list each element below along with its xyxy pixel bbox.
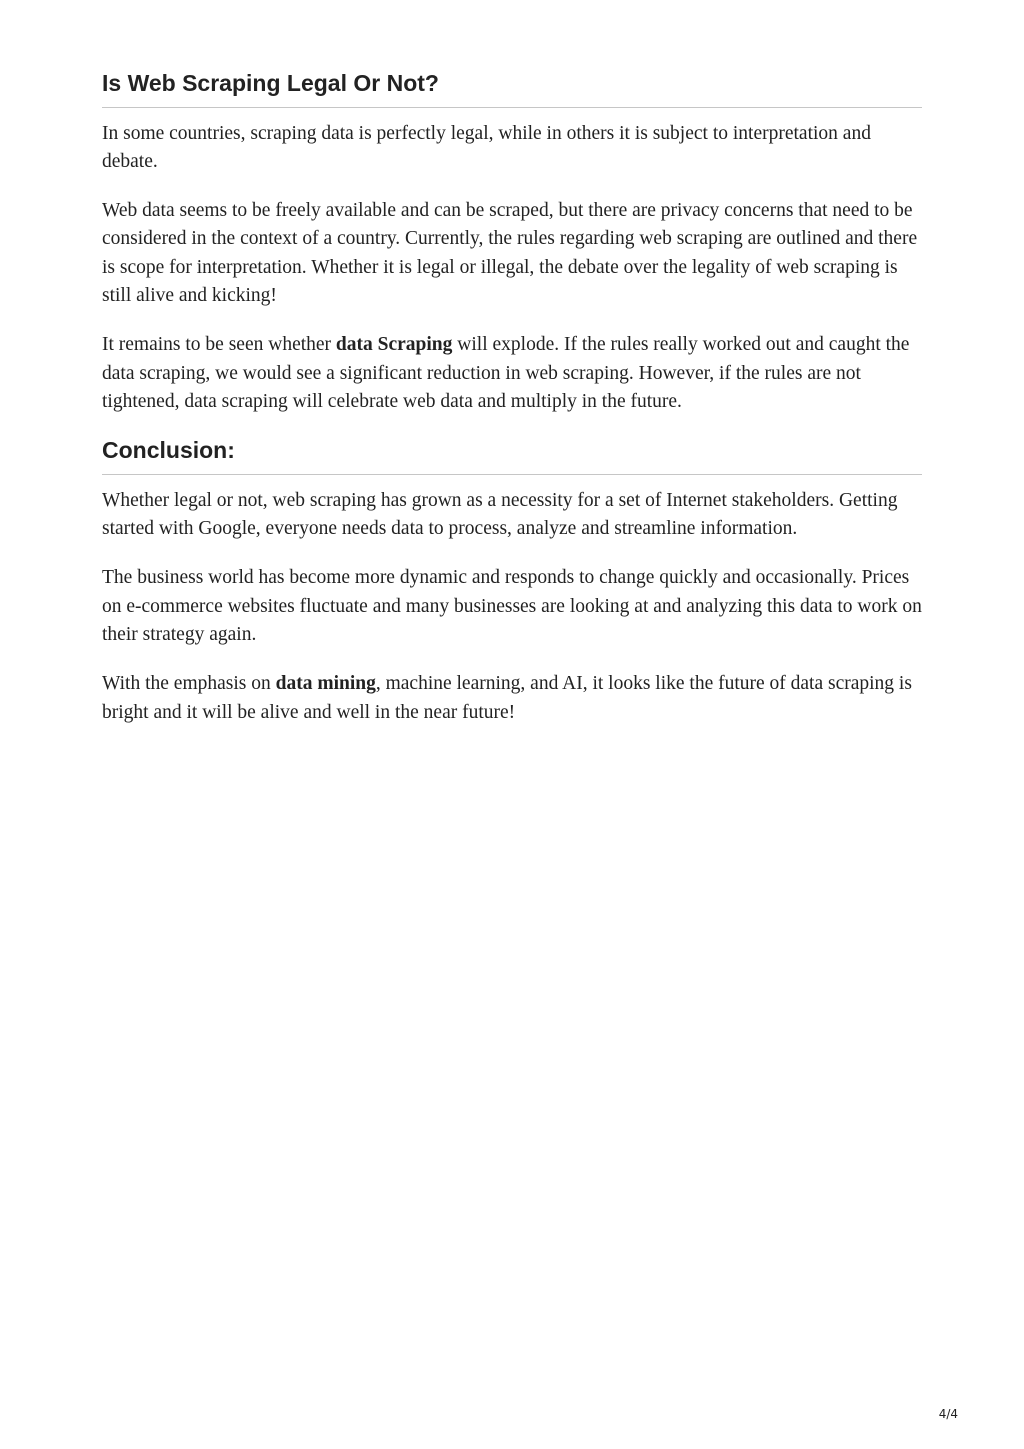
paragraph-legality-2: Web data seems to be freely available and can be scraped, but there are privacy concerns that need to be considered in the context of a country. Currently, the rules regarding web scraping are outlined and there is scope for interpretation. Whether it is legal or illegal, the debate over the legality of web scraping is still alive and kicking!	[102, 200, 918, 307]
section-heading-conclusion: Conclusion:	[102, 437, 922, 475]
page-number: 4/4	[938, 1407, 958, 1421]
paragraph-legality-1: In some countries, scraping data is perfectly legal, while in others it is subject to interpretation and debate.	[102, 122, 871, 172]
paragraph-conclusion-3	[102, 670, 922, 727]
section-conclusion	[102, 437, 922, 727]
paragraph-conclusion-2: The business world has become more dynamic and responds to change quickly and occasionally. Prices on e-commerce websites fluctuate and many businesses are looking at and analyzing this data to work on their strategy again.	[102, 567, 922, 646]
bold-term-data-mining: data mining	[275, 673, 376, 695]
paragraph-legality-3	[102, 331, 922, 416]
paragraph-conclusion-1: Whether legal or not, web scraping has grown as a necessity for a set of Internet stakeholders. Getting started with Google, everyone needs data to process, analyze and streamline information.	[102, 489, 898, 540]
paragraph-text: , machine learning, and AI, it looks like the future of data scraping is bright and it will be alive and well in the near future!	[102, 673, 912, 723]
document-content	[102, 70, 922, 748]
bold-term-data-scraping: data Scraping	[335, 334, 453, 356]
section-heading-legality: Is Web Scraping Legal Or Not?	[102, 70, 922, 108]
paragraph-text: It remains to be seen whether	[102, 334, 336, 356]
section-legality	[102, 70, 922, 416]
paragraph-text: will explode. If the rules really worked out and caught the data scraping, we would see a significant reduction in web scraping. However, if the rules are not tightened, data scraping will celebrate web data and multiply in the future.	[102, 334, 910, 412]
paragraph-text: With the emphasis on	[102, 673, 276, 695]
